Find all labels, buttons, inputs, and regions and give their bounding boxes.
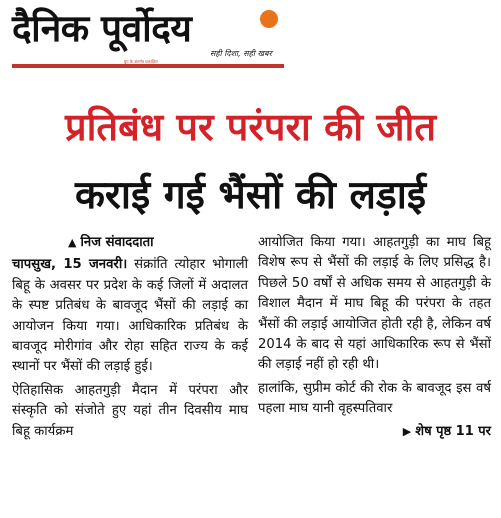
byline: [12, 233, 248, 253]
paragraph-4-text: हालांकि, सुप्रीम कोर्ट की रोक के बावजूद इस वर्ष पहला माघ यानी वृहस्पतिवार: [258, 380, 491, 417]
paragraph-3: आयोजित किया गया। आहतगुड़ी का माघ बिहू विशेष रूप से भैंसों की लड़ाई के लिए प्रसिद्ध है। पिछले 50 वर्षों से अधिक समय से आहतगुड़ी के विशाल मैदान में माघ बिहू की परंपरा के तहत भैंसों की लड़ाई आयोजित होती रही है, लेकिन वर्ष 2014 के बाद से यहां आधिकारिक रूप से भैंसों की लड़ाई नहीं हो रही थी।: [258, 235, 491, 373]
continued-text: शेष पृष्ठ 11 पर: [415, 423, 491, 439]
masthead-rule: [12, 64, 284, 68]
paragraph-1: [12, 255, 248, 377]
byline-text: निज संवाददाता: [80, 235, 154, 250]
headline-line-1: प्रतिबंध पर परंपरा की जीत: [64, 105, 437, 149]
paragraph-2: ऐतिहासिक आहतगुड़ी मैदान में परंपरा और संस्कृति को संजोते हुए यहां तीन दिवसीय माघ बिहू कार्यक्रम: [12, 382, 248, 439]
dateline: चापसुख, 15 जनवरी।: [12, 257, 128, 273]
paragraph-4: [258, 379, 491, 420]
paragraph-1-text: संक्रांति त्योहार भोगाली बिहू के अवसर पर प्रदेश के कई जिलों में अदालत के स्पष्ट प्रतिबंध के बावजूद भैंसों की लड़ाई का आयोजन किया गया। आधिकारिक प्रतिबंध के बावजूद मोरीगांव और रोहा सहित राज्य के कई स्थानों पर भैंसों की लड़ाई हुई।: [12, 257, 248, 375]
tagline: सही दिशा, सही खबर: [210, 49, 272, 58]
continued-on-page[interactable]: [403, 422, 491, 442]
newspaper-logo: दैनिक पूर्वोदय: [12, 7, 192, 50]
triangle-icon: ▲: [68, 236, 77, 249]
masthead: [12, 6, 302, 68]
headline-line-2: कराई गई भैंसों की लड़ाई: [74, 173, 427, 218]
play-arrow-icon: ▶: [402, 424, 412, 438]
article-column-left: [12, 233, 248, 442]
article-column-right: [258, 233, 491, 439]
logo-dot-icon: [260, 10, 278, 28]
masthead-subtext: ग्रुप के अंतर्गत प्रकाशित: [124, 59, 158, 64]
